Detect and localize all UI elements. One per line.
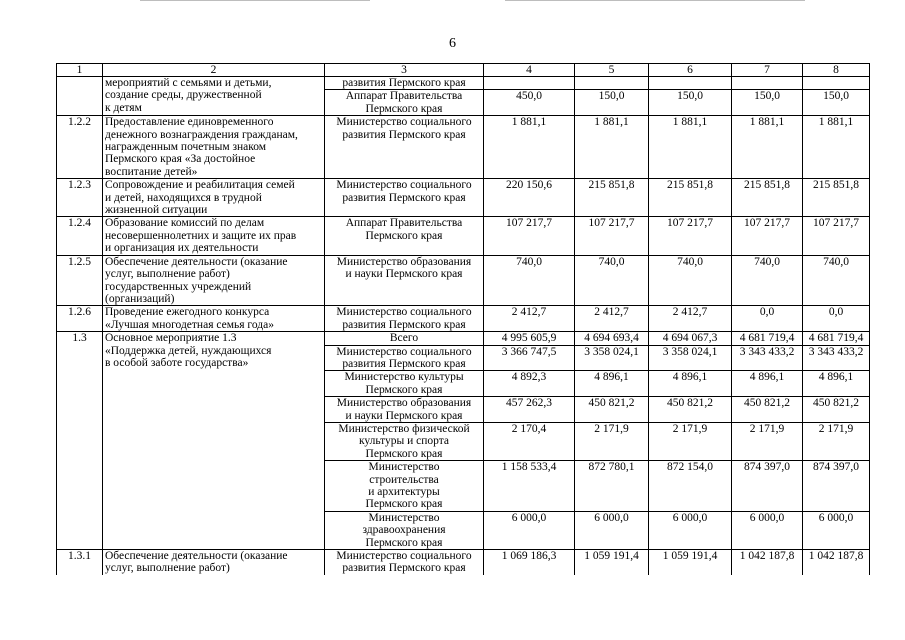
amount-cell-6 <box>649 345 732 371</box>
amount-value: 6 000,0 <box>672 511 708 524</box>
amount-cell-4 <box>484 461 575 512</box>
amount-cell-7 <box>732 371 803 397</box>
amount-value: 150,0 <box>598 90 625 103</box>
amount-value: 740,0 <box>823 255 849 268</box>
amount-cell-7 <box>732 306 803 332</box>
amount-value: 2 412,7 <box>594 306 629 319</box>
executor-name: Министерство культуры Пермского края <box>344 371 464 396</box>
table-row <box>57 332 870 345</box>
amount-cell-5 <box>575 550 649 575</box>
amount-value: 4 694 067,3 <box>662 332 718 345</box>
amount-cell-7 <box>732 77 803 90</box>
header-cell: 2 <box>103 64 325 77</box>
measure-name: Основное мероприятие 1.3 «Поддержка детей, нуждающихся в особой заботе государства» <box>105 332 272 369</box>
amount-value: 6 000,0 <box>749 511 785 524</box>
executor-cell <box>325 77 484 90</box>
executor-cell <box>325 461 484 512</box>
amount-cell-4 <box>484 371 575 397</box>
amount-cell-6 <box>649 77 732 90</box>
amount-cell-7 <box>732 116 803 179</box>
item-number-cell <box>57 550 103 575</box>
page-number: 6 <box>449 36 456 51</box>
executor-cell <box>325 116 484 179</box>
amount-value: 6 000,0 <box>818 511 854 524</box>
item-number: 1.3 <box>72 332 87 345</box>
amount-cell-8 <box>803 550 870 575</box>
table-row <box>57 116 870 179</box>
amount-cell-4 <box>484 306 575 332</box>
amount-cell-5 <box>575 371 649 397</box>
amount-cell-4 <box>484 345 575 371</box>
amount-cell-8 <box>803 179 870 217</box>
measure-name: Сопровождение и реабилитация семей и детей, находящихся в трудной жизненной ситуации <box>105 179 295 217</box>
amount-cell-5 <box>575 511 649 549</box>
amount-cell-8 <box>803 461 870 512</box>
amount-cell-7 <box>732 550 803 575</box>
measure-name-cell <box>103 116 325 179</box>
table-row <box>57 306 870 332</box>
measure-name-cell <box>103 217 325 255</box>
scan-edge-line-right <box>505 0 805 1</box>
amount-value: 107 217,7 <box>813 217 859 230</box>
amount-cell-6 <box>649 90 732 116</box>
executor-cell <box>325 550 484 575</box>
amount-value: 4 681 719,4 <box>808 332 864 345</box>
amount-value: 107 217,7 <box>667 217 713 230</box>
amount-cell-4 <box>484 397 575 423</box>
executor-name: Министерство социального развития Пермского края <box>336 345 472 370</box>
amount-value: 4 896,1 <box>818 371 854 384</box>
executor-cell <box>325 422 484 460</box>
executor-name: Министерство социального развития Пермского края <box>336 306 472 331</box>
amount-value: 872 154,0 <box>667 461 713 474</box>
executor-cell <box>325 217 484 255</box>
scan-edge-line-left <box>140 0 370 1</box>
amount-cell-4 <box>484 550 575 575</box>
measure-name: Проведение ежегодного конкурса «Лучшая многодетная семья года» <box>105 306 274 331</box>
amount-value: 740,0 <box>598 255 625 268</box>
item-number-cell <box>57 77 103 116</box>
amount-value: 107 217,7 <box>588 217 635 230</box>
amount-cell-6 <box>649 511 732 549</box>
executor-name: Аппарат Правительства Пермского края <box>345 217 463 242</box>
amount-value: 457 262,3 <box>506 397 552 410</box>
amount-cell-7 <box>732 332 803 345</box>
executor-cell <box>325 306 484 332</box>
table-row <box>57 179 870 217</box>
amount-cell-5 <box>575 345 649 371</box>
amount-cell-5 <box>575 306 649 332</box>
executor-cell <box>325 371 484 397</box>
table-row <box>57 550 870 575</box>
amount-cell-6 <box>649 371 732 397</box>
executor-name: Министерство социального развития Пермского края <box>336 179 472 204</box>
measure-name-cell <box>103 306 325 332</box>
amount-cell-7 <box>732 90 803 116</box>
amount-cell-6 <box>649 422 732 460</box>
item-number: 1.2.3 <box>68 179 91 192</box>
amount-cell-4 <box>484 77 575 90</box>
executor-cell <box>325 397 484 423</box>
amount-value: 1 881,1 <box>594 116 629 129</box>
amount-value: 2 412,7 <box>672 306 708 319</box>
executor-name: Всего <box>389 332 419 345</box>
amount-cell-8 <box>803 255 870 306</box>
header-cell: 7 <box>732 64 803 77</box>
amount-cell-5 <box>575 116 649 179</box>
amount-cell-4 <box>484 332 575 345</box>
measure-name: Образование комиссий по делам несовершеннолетних и защите их прав и организация их деятельности <box>105 217 297 255</box>
amount-value: 0,0 <box>759 306 775 319</box>
budget-table-body <box>57 64 870 575</box>
executor-name: Министерство физической культуры и спорта Пермского края <box>338 422 470 460</box>
amount-value: 1 158 533,4 <box>501 461 557 474</box>
executor-cell <box>325 345 484 371</box>
amount-cell-7 <box>732 511 803 549</box>
amount-cell-8 <box>803 217 870 255</box>
amount-value: 4 892,3 <box>511 371 547 384</box>
amount-value: 740,0 <box>516 255 542 268</box>
amount-value: 3 358 024,1 <box>662 345 718 358</box>
measure-name-cell <box>103 179 325 217</box>
header-cell: 3 <box>325 64 484 77</box>
amount-value: 4 995 605,9 <box>501 332 557 345</box>
amount-cell-8 <box>803 306 870 332</box>
amount-cell-6 <box>649 332 732 345</box>
amount-value: 872 780,1 <box>588 461 635 474</box>
amount-cell-4 <box>484 179 575 217</box>
item-number: 1.2.5 <box>68 255 91 268</box>
amount-cell-8 <box>803 332 870 345</box>
column-number-header <box>57 64 870 77</box>
amount-value: 2 170,4 <box>511 422 547 435</box>
amount-value: 4 896,1 <box>672 371 708 384</box>
amount-value: 3 358 024,1 <box>584 345 639 358</box>
amount-value: 150,0 <box>754 90 780 103</box>
amount-cell-6 <box>649 116 732 179</box>
amount-value: 215 851,8 <box>813 179 859 192</box>
item-number: 1.2.4 <box>68 217 91 230</box>
amount-value: 2 171,9 <box>672 422 708 435</box>
amount-value: 6 000,0 <box>511 511 547 524</box>
executor-name: развития Пермского края <box>342 77 466 89</box>
amount-value: 107 217,7 <box>744 217 790 230</box>
amount-cell-5 <box>575 217 649 255</box>
amount-cell-7 <box>732 397 803 423</box>
amount-cell-4 <box>484 422 575 460</box>
amount-cell-8 <box>803 90 870 116</box>
measure-name-cell <box>103 550 325 575</box>
amount-value: 1 881,1 <box>672 116 708 129</box>
table-row <box>57 217 870 255</box>
amount-value: 740,0 <box>677 255 703 268</box>
amount-value: 215 851,8 <box>667 179 713 192</box>
header-cell: 8 <box>803 64 870 77</box>
amount-value: 150,0 <box>823 90 849 103</box>
measure-name-cell <box>103 255 325 306</box>
amount-value: 874 397,0 <box>813 461 859 474</box>
amount-cell-7 <box>732 461 803 512</box>
measure-name-cell <box>103 77 325 116</box>
amount-value: 874 397,0 <box>744 461 790 474</box>
amount-value: 2 171,9 <box>749 422 785 435</box>
header-cell: 4 <box>484 64 575 77</box>
amount-cell-4 <box>484 116 575 179</box>
amount-cell-6 <box>649 306 732 332</box>
item-number: 1.2.6 <box>68 306 91 319</box>
amount-value: 1 881,1 <box>511 116 547 129</box>
amount-value: 3 366 747,5 <box>501 345 557 358</box>
header-cell: 5 <box>575 64 649 77</box>
amount-value: 1 881,1 <box>749 116 785 129</box>
amount-cell-6 <box>649 461 732 512</box>
amount-cell-5 <box>575 461 649 512</box>
measure-name: мероприятий с семьями и детьми, создание среды, дружественной к детям <box>105 77 272 114</box>
table-row <box>57 255 870 306</box>
measure-name: Обеспечение деятельности (оказание услуг, выполнение работ) государственных учреждений (организаций) <box>105 255 288 305</box>
item-number: 1.3.1 <box>68 550 91 563</box>
item-number-cell <box>57 116 103 179</box>
amount-cell-8 <box>803 511 870 549</box>
amount-value: 1 042 187,8 <box>739 550 795 563</box>
amount-cell-5 <box>575 179 649 217</box>
amount-value: 1 059 191,4 <box>662 550 718 563</box>
header-cell: 6 <box>649 64 732 77</box>
measure-name: Обеспечение деятельности (оказание услуг, выполнение работ) <box>105 550 288 575</box>
amount-value: 3 343 433,2 <box>739 345 795 358</box>
amount-value: 2 171,9 <box>818 422 854 435</box>
amount-value: 215 851,8 <box>588 179 635 192</box>
executor-name: Министерство строительства и архитектуры Пермского края <box>365 461 443 511</box>
amount-value: 3 343 433,2 <box>808 345 864 358</box>
executor-cell <box>325 179 484 217</box>
header-cell: 1 <box>57 64 103 77</box>
amount-value: 215 851,8 <box>744 179 790 192</box>
executor-name: Министерство образования и науки Пермского края <box>336 255 472 281</box>
amount-value: 4 896,1 <box>594 371 629 384</box>
amount-cell-5 <box>575 255 649 306</box>
item-number-cell <box>57 306 103 332</box>
amount-cell-5 <box>575 397 649 423</box>
amount-cell-5 <box>575 422 649 460</box>
item-number-cell <box>57 217 103 255</box>
amount-value: 2 171,9 <box>594 422 629 435</box>
item-number-cell <box>57 255 103 306</box>
item-number-cell <box>57 332 103 550</box>
amount-cell-8 <box>803 422 870 460</box>
amount-value: 450 821,2 <box>667 397 713 410</box>
executor-cell <box>325 255 484 306</box>
executor-name: Министерство социального развития Пермского края <box>336 550 472 575</box>
amount-cell-8 <box>803 345 870 371</box>
amount-cell-7 <box>732 255 803 306</box>
executor-cell <box>325 332 484 345</box>
amount-value: 450,0 <box>516 90 542 103</box>
amount-cell-6 <box>649 179 732 217</box>
amount-cell-4 <box>484 90 575 116</box>
executor-cell <box>325 511 484 549</box>
amount-cell-7 <box>732 345 803 371</box>
amount-cell-6 <box>649 397 732 423</box>
item-number: 1.2.2 <box>68 116 91 129</box>
amount-cell-7 <box>732 179 803 217</box>
executor-name: Министерство здравоохранения Пермского края <box>362 511 446 549</box>
amount-cell-7 <box>732 422 803 460</box>
amount-value: 4 896,1 <box>749 371 785 384</box>
measure-name: Предоставление единовременного денежного вознаграждения гражданам, награжденным почетным знаком Пермского края «За достойное воспитание детей» <box>105 116 298 178</box>
amount-cell-4 <box>484 255 575 306</box>
amount-cell-7 <box>732 217 803 255</box>
amount-cell-8 <box>803 116 870 179</box>
amount-cell-6 <box>649 217 732 255</box>
amount-cell-5 <box>575 90 649 116</box>
budget-table <box>56 63 870 575</box>
amount-value: 4 681 719,4 <box>739 332 795 345</box>
amount-cell-4 <box>484 217 575 255</box>
amount-value: 1 881,1 <box>818 116 854 129</box>
amount-value: 1 059 191,4 <box>584 550 639 563</box>
amount-cell-6 <box>649 550 732 575</box>
amount-value: 0,0 <box>828 306 844 319</box>
amount-cell-6 <box>649 255 732 306</box>
item-number-cell <box>57 179 103 217</box>
amount-cell-4 <box>484 511 575 549</box>
amount-value: 450 821,2 <box>588 397 635 410</box>
amount-value: 1 042 187,8 <box>808 550 864 563</box>
executor-name: Министерство образования и науки Пермского края <box>336 397 472 422</box>
amount-value: 450 821,2 <box>813 397 859 410</box>
amount-value: 740,0 <box>754 255 780 268</box>
amount-cell-8 <box>803 397 870 423</box>
amount-value: 150,0 <box>677 90 703 103</box>
amount-value: 2 412,7 <box>511 306 547 319</box>
executor-name: Аппарат Правительства Пермского края <box>345 90 463 115</box>
amount-value: 1 069 186,3 <box>501 550 557 563</box>
amount-value: 4 694 693,4 <box>584 332 639 345</box>
table-row <box>57 77 870 90</box>
amount-value: 107 217,7 <box>506 217 552 230</box>
amount-value: 6 000,0 <box>594 511 629 524</box>
amount-cell-5 <box>575 332 649 345</box>
measure-name-cell <box>103 332 325 550</box>
amount-cell-8 <box>803 77 870 90</box>
amount-cell-8 <box>803 371 870 397</box>
amount-cell-5 <box>575 77 649 90</box>
executor-name: Министерство социального развития Пермского края <box>336 116 472 141</box>
amount-value: 220 150,6 <box>506 179 552 192</box>
amount-value: 450 821,2 <box>744 397 790 410</box>
executor-cell <box>325 90 484 116</box>
